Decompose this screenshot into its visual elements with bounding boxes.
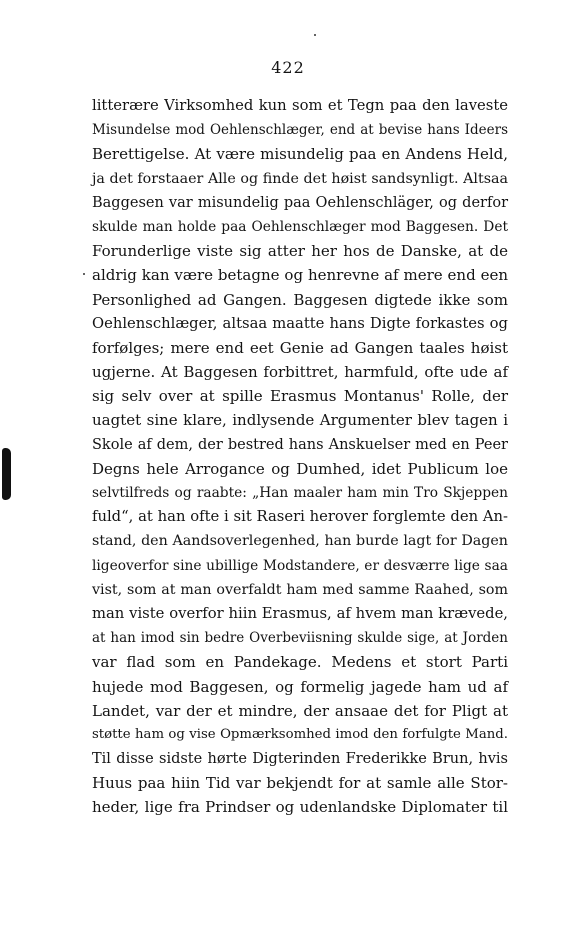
text-line: aldrig kan være betagne og henrevne af mere end een: [92, 266, 508, 285]
text-line: Berettigelse. At være misundelig paa en Andens Held,: [92, 145, 508, 164]
stray-ink-dot: [83, 273, 85, 275]
text-line: litterære Virksomhed kun som et Tegn paa den laveste: [92, 97, 508, 114]
text-line: var flad som en Pandekage. Medens et stort Parti: [92, 653, 508, 672]
text-line: Baggesen var misundelig paa Oehlenschläger, og derfor: [92, 194, 508, 211]
text-line: at han imod sin bedre Overbeviisning skulde sige, at Jorden: [92, 630, 508, 647]
text-line: forfølges; mere end eet Genie ad Gangen taales høist: [92, 338, 508, 357]
body-text: [92, 94, 508, 820]
text-line: uagtet sine klare, indlysende Argumenter blev tagen i: [92, 411, 508, 430]
text-line: heder, lige fra Prindser og udenlandske Diplomater til: [92, 798, 508, 817]
text-line: Til disse sidste hørte Digterinden Frederikke Brun, hvis: [92, 751, 508, 768]
text-line: Forunderlige viste sig atter her hos de Danske, at de: [92, 242, 508, 261]
page-number: 422: [271, 58, 305, 77]
text-line: Skole af dem, der bestred hans Anskuelser med en Peer: [92, 436, 508, 453]
text-line: vist, som at man overfaldt ham med samme Raahed, som: [92, 581, 508, 598]
text-line: Misundelse mod Oehlenschlæger, end at bevise hans Ideers: [92, 122, 508, 139]
text-line: sig selv over at spille Erasmus Montanus' Rolle, der: [92, 387, 508, 406]
stray-ink-dot: [314, 34, 316, 36]
text-line: Landet, var der et mindre, der ansaae det for Pligt at: [92, 701, 508, 720]
text-line: man viste overfor hiin Erasmus, af hvem man krævede,: [92, 604, 508, 622]
text-line: Huus paa hiin Tid var bekjendt for at samle alle Stor-: [92, 774, 508, 793]
text-line: selvtilfreds og raabte: „Han maaler ham min Tro Skjeppen: [92, 485, 508, 501]
text-line: støtte ham og vise Opmærksomhed imod den forfulgte Mand.: [92, 726, 508, 742]
text-line: stand, den Aandsoverlegenhed, han burde lagt for Dagen: [92, 533, 508, 550]
text-line: ugjerne. At Baggesen forbittret, harmfuld, ofte ude af: [92, 363, 508, 382]
text-line: ja det forstaaer Alle og finde det høist sandsynligt. Altsaa: [92, 170, 508, 187]
binding-edge-mark: [2, 448, 11, 500]
text-line: Personlighed ad Gangen. Baggesen digtede ikke som: [92, 290, 508, 309]
text-line: Oehlenschlæger, altsaa maatte hans Digte forkastes og: [92, 314, 508, 332]
text-line: skulde man holde paa Oehlenschlæger mod Baggesen. Det: [92, 218, 508, 235]
text-line: fuld“, at han ofte i sit Raseri herover forglemte den An-: [92, 508, 508, 526]
text-line: hujede mod Baggesen, og formelig jagede ham ud af: [92, 677, 508, 696]
text-line: Degns hele Arrogance og Dumhed, idet Publicum loe: [92, 459, 508, 478]
text-line: ligeoverfor sine ubillige Modstandere, er desværre lige saa: [92, 557, 508, 574]
